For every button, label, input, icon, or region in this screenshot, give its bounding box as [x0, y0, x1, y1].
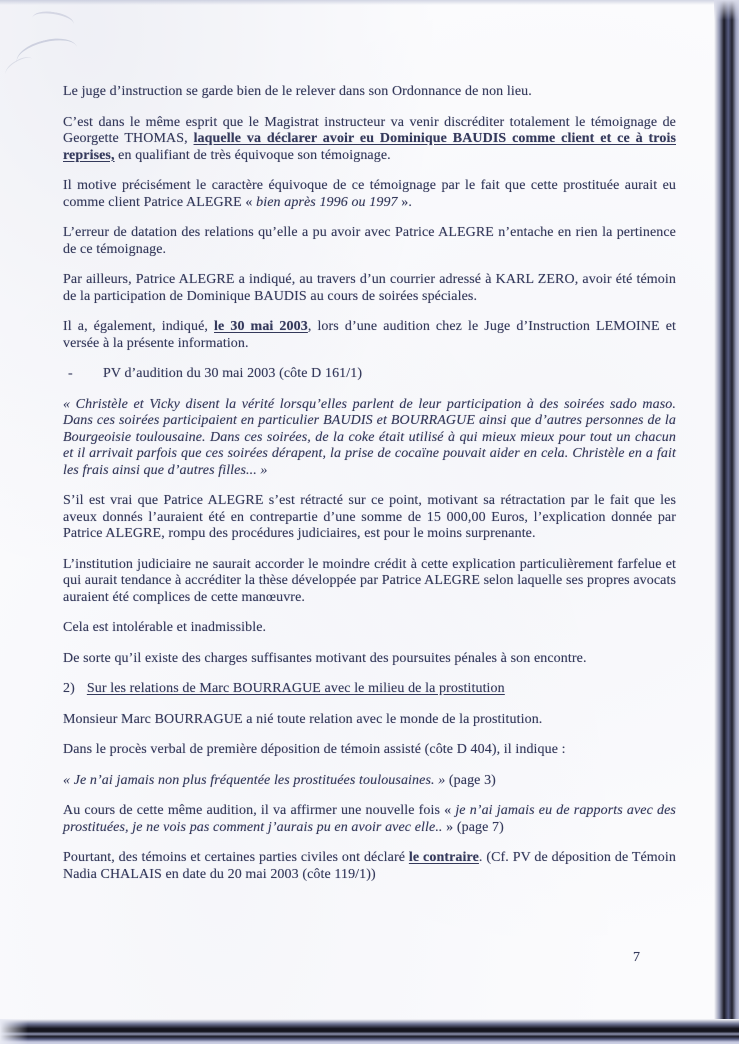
- document-body: [63, 84, 676, 897]
- text-run: Pourtant, des témoins et certaines parties civiles ont déclaré: [63, 850, 409, 865]
- quote-paragraph: [63, 397, 676, 480]
- scan-edge-bottom: [0, 1019, 739, 1044]
- text-run: L’erreur de datation des relations qu’elle a pu avoir avec Patrice ALEGRE n’entache en rien la pertinence de ce témoignage.: [63, 225, 676, 257]
- heading-number: 2): [63, 681, 75, 696]
- paragraph: [63, 557, 676, 607]
- text-run: , lors d’une audition chez le Juge d’Instruction LEMOINE et versée à la présente information.: [63, 319, 676, 351]
- paragraph: [63, 712, 676, 729]
- scan-edge-top: [0, 0, 739, 5]
- text-run: PV d’audition du 30 mai 2003 (côte D 161/1): [103, 366, 363, 381]
- scan-edge-bottom-fade: [0, 1019, 28, 1044]
- text-run: Il motive précisément le caractère équivoque de ce témoignage par le fait que cette prostituée aurait eu comme client Patrice ALEGRE «: [63, 178, 676, 210]
- paragraph: [63, 850, 676, 883]
- text-run-italic: « Je n’ai jamais non plus fréquentée les prostituées toulousaines. »: [63, 772, 446, 788]
- text-run-italic: je n’ai jamais eu de rapports avec des prostituées, je ne vois pas comment j’aurais pu en avoir avec elle..: [63, 803, 676, 835]
- text-run-italic: « Christèle et Vicky disent la vérité lorsqu’elles parlent de leur participation à des soirées sado maso. Dans ces soirées participaient en particulier BAUDIS et BOURRAGUE ainsi que d’autres personnes de la Bourgeoisie toulousaine. Dans ces soirées, de la coke était utilisé à qui mieux mieux pour tout un chacun et il arrivait parfois que ces soirées dérapent, la prise de cocaïne pouvait aider en cela. Christèle en a fait les frais ainsi que d’autres filles... »: [63, 396, 676, 478]
- section-heading: [63, 681, 676, 698]
- paragraph: [63, 319, 676, 352]
- text-run: L’institution judiciaire ne saurait accorder le moindre crédit à cette explication particulièrement farfelue et qui aurait tendance à accréditer la thèse développée par Patrice ALEGRE selon laquelle ses propres avocats auraient été complices de cette manœuvre.: [63, 556, 676, 605]
- scan-edge-right-fade: [714, 0, 739, 20]
- scan-smudge: [31, 9, 75, 33]
- paragraph: [63, 178, 676, 211]
- text-run: ».: [397, 194, 412, 210]
- text-run: De sorte qu’il existe des charges suffisantes motivant des poursuites pénales à son encontre.: [63, 650, 587, 666]
- text-run: Dans le procès verbal de première déposition de témoin assisté (côte D 404), il indique :: [63, 742, 566, 757]
- text-run: Au cours de cette même audition, il va affirmer une nouvelle fois «: [63, 803, 456, 818]
- paragraph: [63, 115, 676, 165]
- text-run-italic: bien après 1996 ou 1997: [256, 194, 398, 210]
- heading-text: Sur les relations de Marc BOURRAGUE avec le milieu de la prostitution: [86, 681, 505, 696]
- text-run: C’est dans le même esprit que le Magistrat instructeur va venir discréditer totalement le témoignage de Georgette THOMAS,: [63, 114, 676, 146]
- text-run: » (page 7): [442, 819, 504, 835]
- text-run-bold-underline: laquelle va déclarer avoir eu Dominique BAUDIS comme client et ce à trois reprises,: [63, 131, 676, 163]
- paragraph: [63, 742, 676, 759]
- text-run: Par ailleurs, Patrice ALEGRE a indiqué, au travers d’un courrier adressé à KARL ZERO, avoir été témoin de la participation de Dominique BAUDIS au cours de soirées spéciales.: [63, 272, 676, 304]
- text-run: S’il est vrai que Patrice ALEGRE s’est rétracté sur ce point, motivant sa rétractation par le fait que les aveux donnés l’auraient été en contrepartie d’une somme de 15 000,00 Euros, l’explication donnée par Patrice ALEGRE, rompu des procédures judiciaires, est pour le moins surprenante.: [63, 493, 676, 541]
- scan-edge-right: [714, 0, 739, 1044]
- text-run: Le juge d’instruction se garde bien de le relever dans son Ordonnance de non lieu.: [63, 84, 532, 99]
- paragraph: [63, 272, 676, 305]
- text-run: (page 3): [445, 772, 496, 788]
- paragraph: [63, 620, 676, 637]
- text-run: Cela est intolérable et inadmissible.: [63, 620, 267, 635]
- text-run-bold-underline: le contraire: [408, 850, 479, 865]
- paragraph: [63, 493, 676, 543]
- paragraph: [63, 651, 676, 668]
- quote-paragraph: [63, 773, 676, 790]
- page-number: 7: [633, 950, 640, 965]
- paragraph: [63, 803, 676, 836]
- text-run: Il a, également, indiqué,: [63, 319, 215, 334]
- text-run: Monsieur Marc BOURRAGUE a nié toute relation avec le monde de la prostitution.: [63, 711, 543, 727]
- paragraph: [63, 225, 676, 258]
- list-dash-marker: -: [68, 366, 73, 381]
- text-run: . (Cf. PV de déposition de Témoin Nadia CHALAIS en date du 20 mai 2003 (côte 119/1)): [63, 850, 676, 882]
- text-run: en qualifiant de très équivoque son témoignage.: [114, 147, 391, 163]
- paragraph: [63, 84, 676, 101]
- text-run-bold-underline: le 30 mai 2003: [214, 319, 308, 334]
- list-item-pv-audition: [63, 366, 676, 383]
